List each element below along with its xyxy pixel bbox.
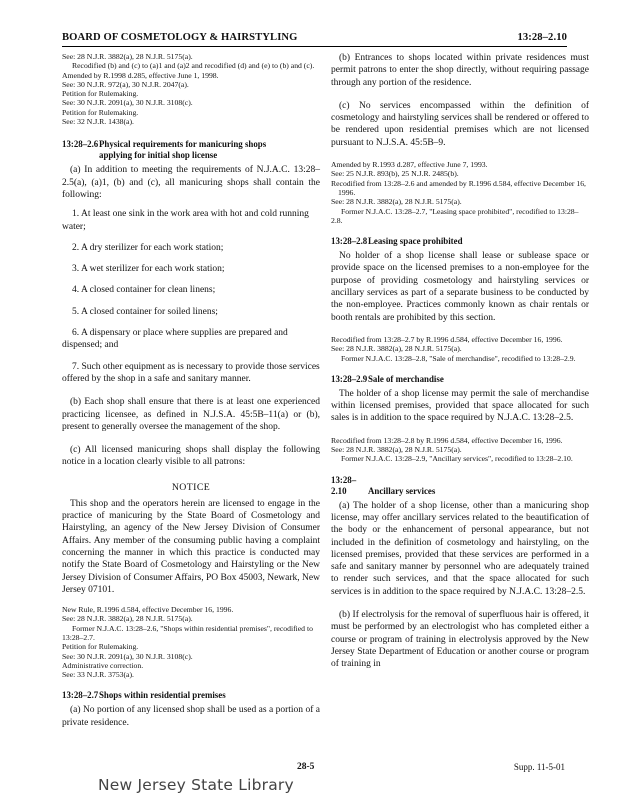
history-note-2-9 [331,436,589,464]
section-title: Ancillary services [368,485,436,496]
section-number: 13:28–2.9 [331,373,368,384]
section-heading-2-8 [331,236,589,247]
history-line: Former N.J.A.C. 13:28–2.6, "Shops within residential premises", recodified to 13:28–2.7. [62,623,313,642]
paragraph-2-9: The holder of a shop license may permit the sale of merchandise within licensed premises, provided that space allocated for such sales is in addition to the space required by N.J.A.C. 13:28–2.5. [331,388,589,424]
paragraph-2-10-b: (b) If electrolysis for the removal of superfluous hair is offered, it must be performed by an electrologist who has completed either a course or program of training in electrolysis approved by the New Jersey State Department of Education or another course or program of training in [331,609,589,670]
page-number: 28-5 [297,762,315,772]
header-section: 13:28–2.10 [517,32,567,43]
section-title-cont: applying for initial shop license [99,150,218,161]
left-column [62,52,320,729]
paragraph-2-8: No holder of a shop license shall lease or sublease space or provide space on the licensed premises to a non-employee for the purpose of providing cosmetology and hairstyling services or ancillary services as part of a separate business to be conducted by the non-employee. Practices commonly known as chair rentals or booth rentals are prohibited by this section. [331,251,589,323]
notice-heading: NOTICE [171,481,211,493]
history-note-2-8 [331,335,589,363]
history-line: Former N.J.A.C. 13:28–2.7, "Leasing space prohibited", recodified to 13:28–2.8. [331,206,579,225]
history-line: Amended by R.1998 d.285, effective June 1, 1998. [62,70,219,80]
paragraph-2-7-a: (a) No portion of any licensed shop shall be used as a portion of a private residence. [62,705,320,728]
history-line: See: 28 N.J.R. 3882(a), 28 N.J.R. 5175(a). [331,445,462,455]
history-line: See: 30 N.J.R. 2091(a), 30 N.J.R. 3108(c). [62,651,193,661]
history-line: See: 33 N.J.R. 3753(a). [62,670,134,680]
section-number: 13:28–2.7 [62,690,99,701]
history-note-top [62,52,320,126]
notice-text: This shop and the operators herein are licensed to engage in the practice of manicuring by the State Board of Cosmetology and Hairstyling, an agency of the New Jersey Division of Consumer Affairs. Any member of the consuming public having a complaint concerning the manner in which this practice is conducted may notify the State Board of Cosmetology and Hairstyling or the New Jersey Division of Consumer Affairs, PO Box 45003, Newark, New Jersey 07101. [62,498,320,595]
history-line: Administrative correction. [62,660,144,670]
list-item: 3. A wet sterilizer for each work station; [72,264,225,275]
section-title: Physical requirements for manicuring shops [99,139,267,150]
supplement-date: Supp. 11-5-01 [513,762,565,772]
history-line: Recodified (b) and (c) to (a)1 and (a)2 and recodified (d) and (e) to (b) and (c). [72,61,315,71]
section-heading-2-10 [331,475,589,497]
history-line: See: 28 N.J.R. 3882(a), 28 N.J.R. 5175(a). [331,344,462,354]
history-line: See: 30 N.J.R. 972(a), 30 N.J.R. 2047(a). [62,79,189,89]
history-line: Former N.J.A.C. 13:28–2.8, "Sale of merchandise", recodified to 13:28–2.9. [341,353,576,363]
history-line: Recodified from 13:28–2.7 by R.1996 d.584, effective December 16, 1996. [331,334,563,344]
section-title: Sale of merchandise [368,373,444,384]
list-item: 7. Such other equipment as is necessary to provide those services offered by the shop in a safe and sanitary manner. [62,361,320,384]
section-heading-2-7 [62,690,320,701]
history-line: New Rule, R.1996 d.584, effective December 16, 1996. [62,605,234,615]
library-stamp: New Jersey State Library [98,776,294,794]
header-title: BOARD OF COSMETOLOGY & HAIRSTYLING [62,32,298,43]
history-line: Recodified from 13:28–2.6 and amended by R.1996 d.584, effective December 16, 1996. [331,178,586,197]
right-column [331,52,589,670]
section-number: 13:28–2.10 [331,474,357,496]
history-line: See: 32 N.J.R. 1438(a). [62,117,134,127]
section-title: Leasing space prohibited [368,236,463,247]
history-note-2-7 [331,160,589,225]
list-item: 4. A closed container for clean linens; [72,285,216,296]
paragraph-2-7-c: (c) No services encompassed within the definition of cosmetology and hairstyling services shall be rendered or offered to be rendered upon residential premises which are not licensed pursuant to N.J.S.A. 45:5B–9. [331,100,589,148]
paragraph-2-6-b: (b) Each shop shall ensure that there is at least one experienced practicing licensee, as defined in N.J.S.A. 45:5B–11(a) or (b), present to generally oversee the management of the shop. [62,397,320,432]
section-heading-2-6 [62,139,320,161]
list-item: 6. A dispensary or place where supplies are prepared and dispensed; and [62,328,288,351]
list-item: 2. A dry sterilizer for each work station; [72,242,224,253]
history-line: See: 28 N.J.R. 3882(a), 28 N.J.R. 5175(a). [331,197,462,207]
paragraph-2-6-c: (c) All licensed manicuring shops shall display the following notice in a location clearly visible to all patrons: [62,445,320,468]
section-heading-2-9 [331,374,589,385]
history-line: See: 30 N.J.R. 2091(a), 30 N.J.R. 3108(c). [62,98,193,108]
list-item: 5. A closed container for soiled linens; [72,306,218,317]
history-line: Recodified from 13:28–2.8 by R.1996 d.584, effective December 16, 1996. [331,435,563,445]
history-line: Petition for Rulemaking. [62,642,139,652]
history-line: See: 28 N.J.R. 3882(a), 28 N.J.R. 5175(a). [62,52,193,61]
section-number: 13:28–2.8 [331,236,368,247]
section-number: 13:28–2.6 [62,139,99,150]
history-line: Former N.J.A.C. 13:28–2.9, "Ancillary services", recodified to 13:28–2.10. [341,454,573,464]
section-title: Shops within residential premises [99,690,226,701]
list-item: 1. At least one sink in the work area with hot and cold running water; [62,209,309,232]
history-line: Amended by R.1993 d.287, effective June 7, 1993. [331,160,488,170]
paragraph-2-7-b: (b) Entrances to shops located within private residences must permit patrons to enter the shop directly, without requiring passage through any portion of the residence. [331,53,589,88]
history-line: Petition for Rulemaking. [62,89,139,99]
history-line: Petition for Rulemaking. [62,107,139,117]
running-header [62,32,567,47]
paragraph-2-10-a: (a) The holder of a shop license, other than a manicuring shop license, may offer ancillary services related to the beautification of the body or the enhancement of personal appearance, but not included in the definition of cosmetology and hairstyling, on the licensed premises, provided that these services are performed in a safe and sanitary manner by personnel who are adequately trained to render such services, and that the space allocated for such services is in addition to the space required by N.J.A.C. 13:28–2.5. [331,500,589,597]
history-line: See: 25 N.J.R. 893(b), 25 N.J.R. 2485(b). [331,169,459,179]
history-note-2-6 [62,605,320,679]
history-line: See: 28 N.J.R. 3882(a), 28 N.J.R. 5175(a). [62,614,193,624]
paragraph-2-6-a: (a) In addition to meeting the requirements of N.J.A.C. 13:28–2.5(a), (a)1, (b) and (c), all manicuring shops shall contain the following: [62,165,320,200]
